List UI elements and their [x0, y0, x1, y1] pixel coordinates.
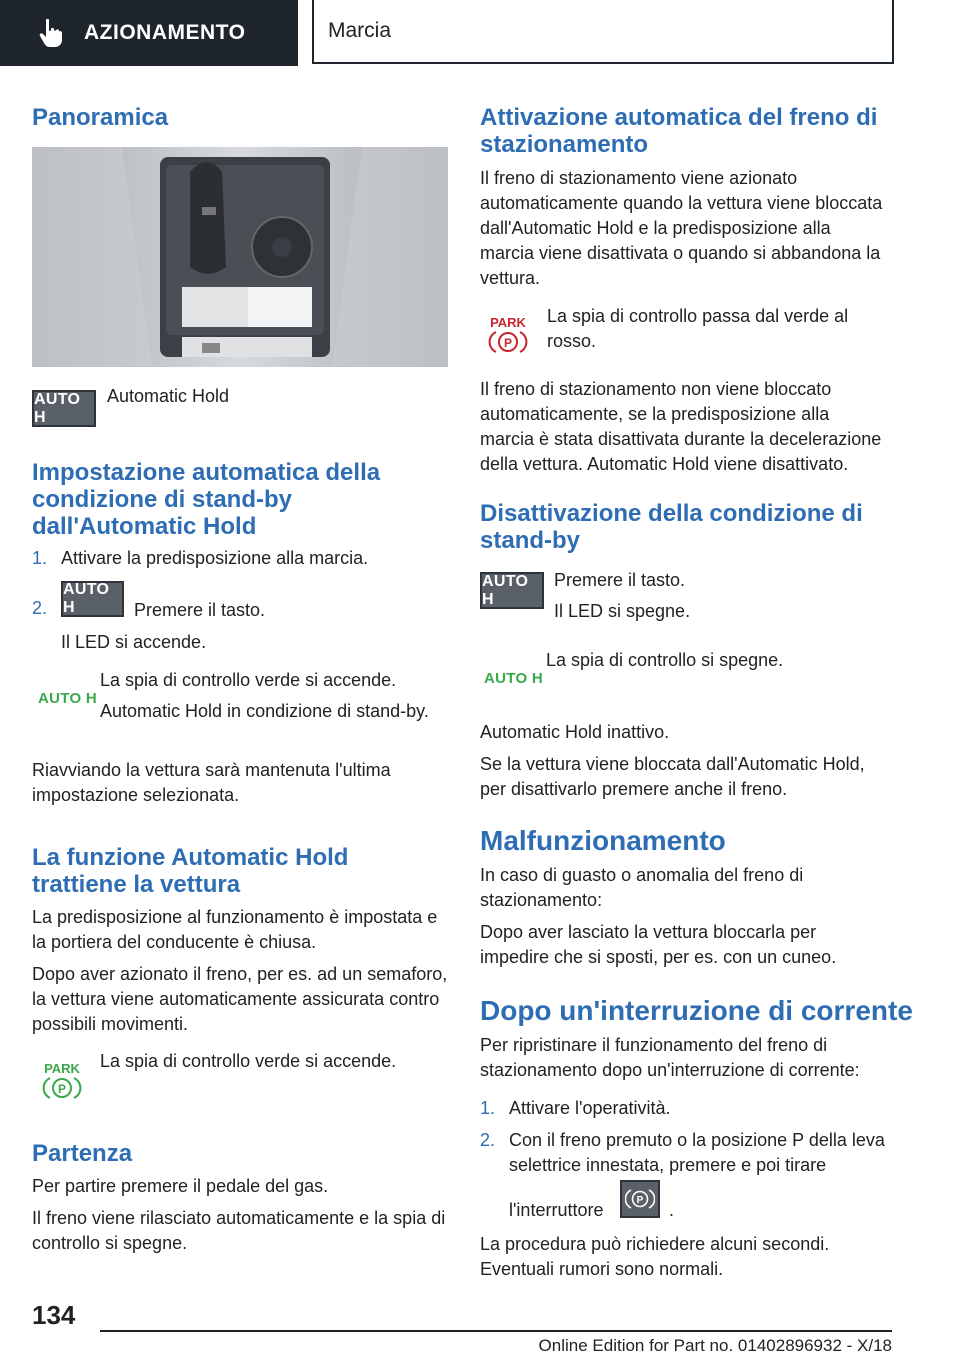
r-step-1-text: Attivare l'operatività. [509, 1098, 671, 1118]
heading-interruzione: Dopo un'interruzione di corrente [480, 995, 913, 1026]
restart-text: Riavviando la vettura sarà mantenuta l'ultima impostazione selezionata. [32, 760, 391, 805]
page-header [0, 0, 960, 66]
park-red-icon [486, 316, 530, 360]
heading-malfunzionamento: Malfunzionamento [480, 825, 726, 856]
guasto-text: In caso di guasto o anomalia del freno di stazionamento: [480, 865, 804, 910]
predisposizione-text: La predisposizione al funzionamento è impostata e la portiera del conducente è chiusa. [32, 907, 438, 952]
premere-text: Premere il tasto. [554, 570, 686, 590]
gear-selector-illustration [32, 147, 448, 367]
auto-h-indicator-icon: AUTO H [484, 670, 544, 687]
svg-text:P: P [57, 1082, 67, 1096]
dopo-lasciato-text: Dopo aver lasciato la vettura bloccarla per impedire che si sposti, per es. con un cuneo. [480, 922, 837, 967]
r-step-1-number: 1. [480, 1098, 496, 1118]
heading-attivazione: Attivazione automatica del freno di stazionamento [480, 104, 878, 158]
inattivo-text: Automatic Hold inattivo. [480, 722, 670, 742]
r-step-2-text: Con il freno premuto o la posizione P della leva selettrice innestata, premere e poi tirare [509, 1130, 885, 1175]
attivazione-text: Il freno di stazionamento viene azionato automaticamente quando la vettura viene bloccata dall'Automatic Hold e la predisposizione alla marcia viene disattivata o quando si abbandona la vettura. [480, 168, 883, 288]
auto-hold-label: Automatic Hold [107, 386, 230, 406]
step-2-number: 2. [32, 598, 48, 618]
red-light-text: La spia di controllo passa dal verde al rosso. [547, 306, 849, 351]
auto-h-button-icon: AUTO H [480, 572, 544, 609]
step-1-number: 1. [32, 548, 48, 568]
heading-disattivazione: Disattivazione della condizione di stand-by [480, 500, 863, 554]
footer-divider [100, 1330, 892, 1332]
non-bloccato-text: Il freno di stazionamento non viene bloccato automaticamente, se la predisposizione alla marcia è stata disattivata durante la decelerazione della vettura. Automatic Hold viene disattivato. [480, 379, 882, 474]
svg-text:P: P [636, 1195, 644, 1206]
se-vettura-text: Se la vettura viene bloccata dall'Automatic Hold, per disattivarlo premere anche il freno. [480, 754, 865, 799]
park-red-label: PARK [490, 315, 526, 330]
semaforo-text: Dopo aver azionato il freno, per es. ad un semaforo, la vettura viene automaticamente assicurata contro possibili movimenti. [32, 964, 448, 1034]
park-green-icon [40, 1062, 84, 1106]
hand-pointer-icon [38, 18, 64, 48]
parking-brake-switch-icon [620, 1180, 660, 1218]
rumori-text: Eventuali rumori sono normali. [480, 1259, 724, 1279]
heading-trattiene: La funzione Automatic Hold trattiene la vettura [32, 844, 349, 898]
partenza-text: Per partire premere il pedale del gas. [32, 1176, 329, 1196]
step-1-text: Attivare la predisposizione alla marcia. [61, 548, 369, 568]
park-green-label: PARK [44, 1061, 80, 1076]
ripristinare-text: Per ripristinare il funzionamento del freno di stazionamento dopo un'interruzione di corrente: [480, 1035, 860, 1080]
edition-text: Online Edition for Part no. 01402896932 - X/18 [538, 1336, 892, 1355]
led-off-text: Il LED si spegne. [554, 601, 691, 621]
heading-partenza: Partenza [32, 1140, 133, 1167]
park-brake-symbol-icon [625, 1188, 655, 1210]
green-light-text-2: La spia di controllo verde si accende. [100, 1051, 397, 1071]
section-tab [0, 0, 298, 66]
r-step-2-number: 2. [480, 1130, 496, 1150]
page-number: 134 [32, 1300, 76, 1330]
section-title: AZIONAMENTO [84, 21, 246, 44]
auto-h-indicator-icon: AUTO H [38, 690, 98, 707]
led-on-text: Il LED si accende. [61, 632, 207, 652]
auto-h-button-icon: AUTO H [61, 581, 124, 617]
procedura-text: La procedura può richiedere alcuni secondi. [480, 1234, 830, 1254]
auto-h-button-icon: AUTO H [32, 390, 96, 427]
step-2-text: Premere il tasto. [134, 600, 266, 620]
green-light-text: La spia di controllo verde si accende. [100, 670, 397, 690]
heading-panoramica: Panoramica [32, 104, 169, 131]
svg-text:P: P [503, 336, 513, 350]
r-step-2-switch-text: l'interruttore [509, 1200, 604, 1220]
chapter-box [312, 0, 894, 64]
r-step-2-period: . [669, 1200, 675, 1220]
park-circle-icon [488, 329, 528, 355]
heading-impostazione: Impostazione automatica della condizione di stand-by dall'Automatic Hold [32, 459, 381, 540]
park-circle-icon [42, 1075, 82, 1101]
standby-text: Automatic Hold in condizione di stand-by. [100, 701, 429, 721]
rilascio-text: Il freno viene rilasciato automaticamente e la spia di controllo si spegne. [32, 1208, 446, 1253]
spegne-text: La spia di controllo si spegne. [546, 650, 784, 670]
chapter-title: Marcia [328, 19, 392, 42]
